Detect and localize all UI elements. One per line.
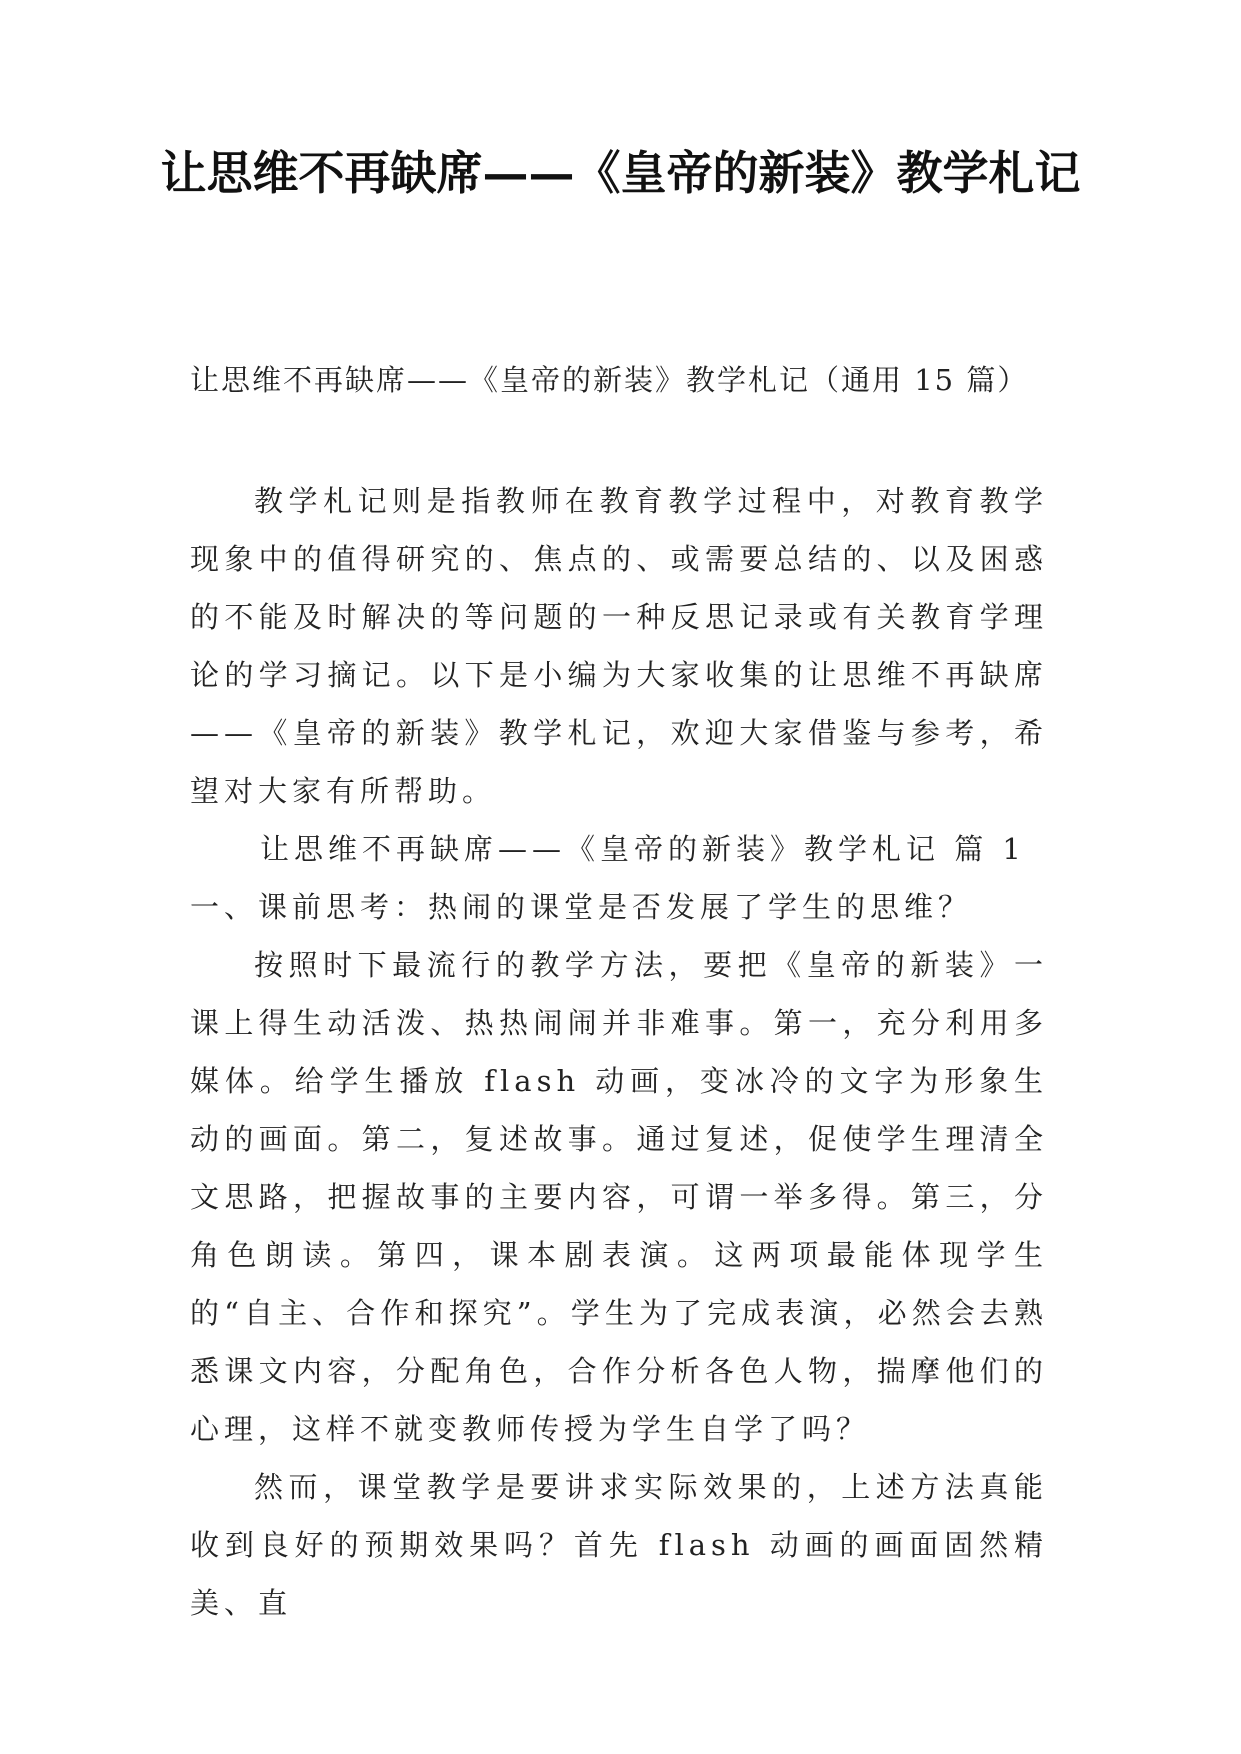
document-subtitle: 让思维不再缺席——《皇帝的新装》教学札记（通用 15 篇） [190, 363, 1029, 397]
document-body [190, 472, 1048, 1632]
document-title: 让思维不再缺席——《皇帝的新装》教学札记 [160, 146, 1081, 200]
section-title: 让思维不再缺席——《皇帝的新装》教学札记 篇 1 [260, 832, 1026, 866]
intro-paragraph: 教学札记则是指教师在教育教学过程中，对教育教学现象中的值得研究的、焦点的、或需要总结的、以及困惑的不能及时解决的等问题的一种反思记录或有关教育学理论的学习摘记。以下是小编为大家收集的让思维不再缺席——《皇帝的新装》教学札记，欢迎大家借鉴与参考，希望对大家有所帮助。 [190, 484, 1048, 808]
question-heading: 一、课前思考：热闹的课堂是否发展了学生的思维？ [190, 890, 973, 924]
body-paragraph-2: 然而，课堂教学是要讲求实际效果的，上述方法真能收到良好的预期效果吗？首先 flash 动画的画面固然精美、直 [190, 1470, 1048, 1620]
body-paragraph-1: 按照时下最流行的教学方法，要把《皇帝的新装》一课上得生动活泼、热热闹闹并非难事。第一，充分利用多媒体。给学生播放 flash 动画，变冰冷的文字为形象生动的画面。第二，复述故事。通过复述，促使学生理清全文思路，把握故事的主要内容，可谓一举多得。第三，分角色朗读。第四，课本剧表演。这两项最能体现学生的“自主、合作和探究”。学生为了完成表演，必然会去熟悉课文内容，分配角色，合作分析各色人物，揣摩他们的心理，这样不就变教师传授为学生自学了吗？ [190, 948, 1048, 1446]
